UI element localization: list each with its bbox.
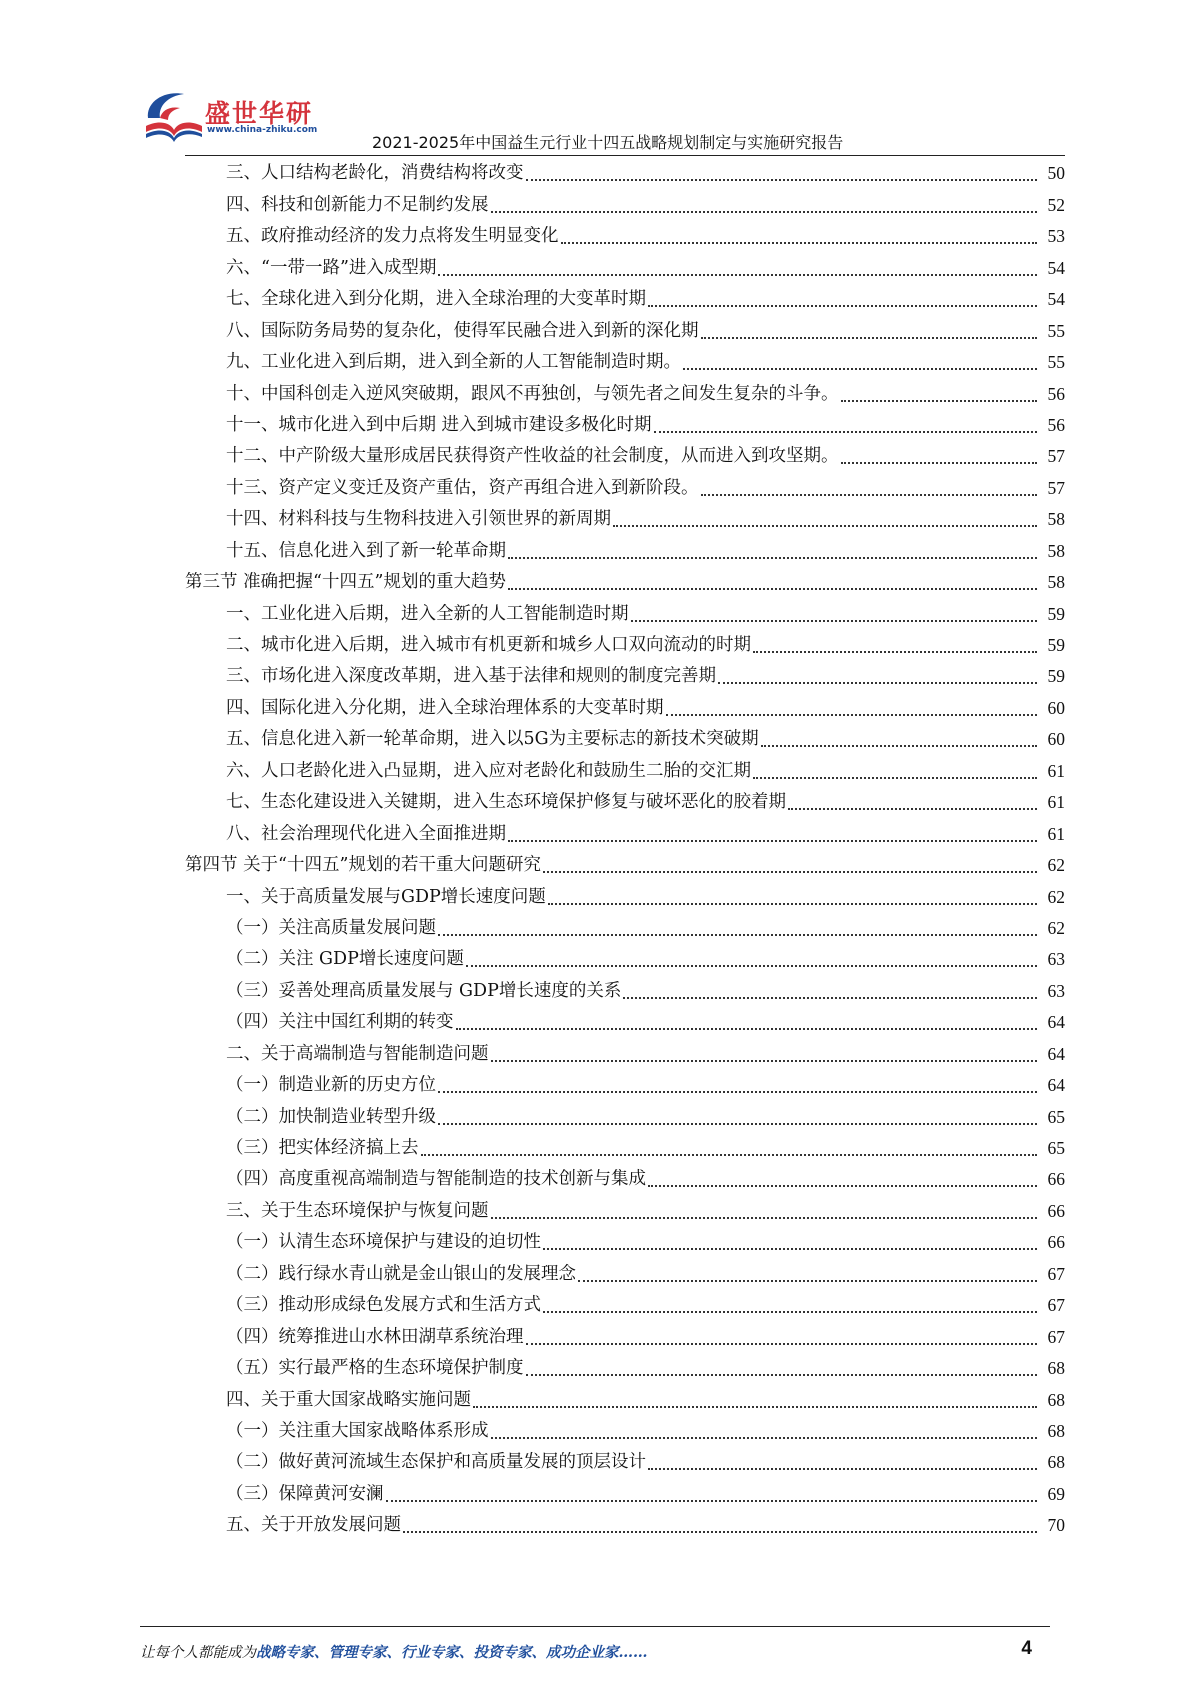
toc-entry-page: 58 [1047, 509, 1065, 530]
toc-dot-leader [421, 1154, 1038, 1156]
toc-entry-page: 59 [1047, 603, 1065, 624]
toc-entry-page: 57 [1047, 446, 1065, 467]
toc-entry-page: 53 [1047, 226, 1065, 247]
toc-entry[interactable] [185, 567, 1065, 598]
toc-dot-leader [753, 651, 1037, 653]
toc-entry[interactable] [185, 1321, 1065, 1352]
header-divider [185, 155, 1065, 156]
toc-entry-label: （三）妥善处理高质量发展与 GDP增长速度的关系 [226, 980, 622, 1001]
toc-dot-leader [508, 557, 1037, 559]
toc-dot-leader [613, 525, 1037, 527]
toc-entry-page: 67 [1047, 1263, 1065, 1284]
toc-dot-leader [526, 1343, 1038, 1345]
toc-entry[interactable] [185, 535, 1065, 566]
toc-entry[interactable] [185, 252, 1065, 283]
toc-dot-leader [491, 1217, 1038, 1219]
toc-dot-leader [666, 714, 1038, 716]
toc-entry[interactable] [185, 1447, 1065, 1478]
toc-dot-leader [578, 1280, 1037, 1282]
toc-dot-leader [753, 777, 1037, 779]
footer-slogan [140, 1641, 648, 1662]
toc-entry-label: 五、政府推动经济的发力点将发生明显变化 [226, 226, 559, 247]
toc-dot-leader [701, 494, 1038, 496]
toc-entry-label: 第三节 准确把握“十四五”规划的重大趋势 [185, 572, 506, 593]
toc-dot-leader [466, 965, 1037, 967]
toc-entry[interactable] [185, 1101, 1065, 1132]
toc-entry-page: 62 [1047, 917, 1065, 938]
toc-entry[interactable] [185, 975, 1065, 1006]
toc-entry-label: 二、关于高端制造与智能制造问题 [226, 1043, 489, 1064]
toc-entry-label: 八、国际防务局势的复杂化，使得军民融合进入到新的深化期 [226, 320, 699, 341]
toc-dot-leader [526, 1374, 1038, 1376]
toc-entry-page: 57 [1047, 477, 1065, 498]
toc-entry-label: 七、全球化进入到分化期，进入全球治理的大变革时期 [226, 289, 646, 310]
toc-entry-page: 61 [1047, 823, 1065, 844]
toc-entry[interactable] [185, 818, 1065, 849]
toc-entry-page: 67 [1047, 1326, 1065, 1347]
toc-entry-label: （三）推动形成绿色发展方式和生活方式 [226, 1295, 541, 1316]
toc-entry-label: 九、工业化进入到后期，进入到全新的人工智能制造时期。 [226, 352, 681, 373]
toc-dot-leader [841, 400, 1038, 402]
toc-entry-page: 68 [1047, 1389, 1065, 1410]
toc-entry-label: （一）制造业新的历史方位 [226, 1075, 436, 1096]
toc-entry-page: 62 [1047, 886, 1065, 907]
toc-dot-leader [438, 934, 1037, 936]
toc-dot-leader [648, 1468, 1037, 1470]
toc-entry-label: 一、关于高质量发展与GDP增长速度问题 [226, 886, 546, 907]
toc-dot-leader [526, 179, 1038, 181]
toc-dot-leader [491, 211, 1038, 213]
toc-entry-page: 55 [1047, 352, 1065, 373]
toc-entry-page: 66 [1047, 1200, 1065, 1221]
toc-entry-page: 62 [1047, 855, 1065, 876]
toc-dot-leader [508, 840, 1037, 842]
toc-entry-page: 58 [1047, 572, 1065, 593]
toc-entry-label: 十、中国科创走入逆风突破期，跟风不再独创，与领先者之间发生复杂的斗争。 [226, 383, 839, 404]
toc-entry-label: （四）统筹推进山水林田湖草系统治理 [226, 1326, 524, 1347]
toc-entry-label: 五、关于开放发展问题 [226, 1515, 401, 1536]
book-logo-icon [140, 88, 210, 148]
toc-entry[interactable] [185, 913, 1065, 944]
toc-entry-page: 68 [1047, 1452, 1065, 1473]
toc-entry-label: 六、“一带一路”进入成型期 [226, 257, 437, 278]
toc-entry-page: 66 [1047, 1169, 1065, 1190]
toc-entry-label: 五、信息化进入新一轮革命期，进入以5G为主要标志的新技术突破期 [226, 729, 759, 750]
toc-entry[interactable] [185, 410, 1065, 441]
toc-dot-leader [491, 1437, 1038, 1439]
toc-dot-leader [491, 1060, 1038, 1062]
toc-entry-page: 69 [1047, 1483, 1065, 1504]
toc-dot-leader [623, 997, 1037, 999]
toc-entry-label: 四、国际化进入分化期，进入全球治理体系的大变革时期 [226, 697, 664, 718]
toc-dot-leader [761, 745, 1037, 747]
toc-entry-label: （四）高度重视高端制造与智能制造的技术创新与集成 [226, 1169, 646, 1190]
toc-entry[interactable] [185, 1007, 1065, 1038]
toc-entry-label: （二）关注 GDP增长速度问题 [226, 949, 464, 970]
toc-entry-page: 58 [1047, 540, 1065, 561]
toc-entry[interactable] [185, 692, 1065, 723]
toc-entry[interactable] [185, 881, 1065, 912]
toc-entry-page: 52 [1047, 194, 1065, 215]
toc-dot-leader [654, 431, 1037, 433]
toc-entry-label: （二）做好黄河流域生态保护和高质量发展的顶层设计 [226, 1452, 646, 1473]
toc-entry-label: 七、生态化建设进入关键期，进入生态环境保护修复与破坏恶化的胶着期 [226, 792, 786, 813]
toc-entry-page: 61 [1047, 792, 1065, 813]
toc-entry-page: 54 [1047, 289, 1065, 310]
toc-entry-label: 十三、资产定义变迁及资产重估，资产再组合进入到新阶段。 [226, 477, 699, 498]
toc-dot-leader [473, 1406, 1037, 1408]
toc-entry[interactable] [185, 944, 1065, 975]
toc-entry-label: （三）把实体经济搞上去 [226, 1138, 419, 1158]
toc-entry-label: 四、科技和创新能力不足制约发展 [226, 194, 489, 215]
toc-entry[interactable] [185, 1384, 1065, 1415]
toc-entry[interactable] [185, 1227, 1065, 1258]
toc-entry[interactable] [185, 221, 1065, 252]
toc-entry[interactable] [185, 1038, 1065, 1069]
logo-name: 盛世华研 [205, 99, 314, 128]
toc-entry[interactable] [185, 1353, 1065, 1384]
toc-entry-page: 66 [1047, 1232, 1065, 1253]
footer-slogan-roles: 战略专家、管理专家、行业专家、投资专家、成功企业家…… [256, 1644, 648, 1661]
toc-dot-leader [701, 337, 1038, 339]
toc-entry-label: 十四、材料科技与生物科技进入引领世界的新周期 [226, 509, 611, 530]
toc-entry-page: 59 [1047, 635, 1065, 655]
toc-dot-leader [456, 1028, 1038, 1030]
toc-entry[interactable] [185, 1478, 1065, 1509]
toc-entry-page: 61 [1047, 760, 1065, 781]
toc-entry[interactable] [185, 315, 1065, 346]
toc-entry[interactable] [185, 378, 1065, 409]
toc-dot-leader [718, 682, 1037, 684]
toc-dot-leader [631, 620, 1038, 622]
toc-dot-leader [841, 462, 1038, 464]
toc-entry-page: 63 [1047, 949, 1065, 970]
toc-entry-label: （五）实行最严格的生态环境保护制度 [226, 1358, 524, 1379]
toc-dot-leader [508, 588, 1037, 590]
toc-entry[interactable] [185, 1416, 1065, 1447]
toc-entry[interactable] [185, 598, 1065, 629]
toc-entry-label: 六、人口老龄化进入凸显期，进入应对老龄化和鼓励生二胎的交汇期 [226, 760, 751, 781]
toc-entry[interactable] [185, 1195, 1065, 1226]
toc-entry[interactable] [185, 1133, 1065, 1164]
toc-entry[interactable] [185, 472, 1065, 503]
toc-entry-label: 三、市场化进入深度改革期，进入基于法律和规则的制度完善期 [226, 666, 716, 687]
toc-entry-label: 一、工业化进入后期，进入全新的人工智能制造时期 [226, 603, 629, 624]
footer-slogan-prefix: 让每个人都能成为 [140, 1645, 256, 1661]
toc-entry[interactable] [185, 724, 1065, 755]
toc-entry-page: 60 [1047, 729, 1065, 750]
toc-entry[interactable] [185, 1070, 1065, 1101]
toc-entry-label: （二）加快制造业转型升级 [226, 1106, 436, 1127]
toc-dot-leader [561, 242, 1038, 244]
toc-entry[interactable] [185, 1258, 1065, 1289]
toc-dot-leader [438, 274, 1037, 276]
toc-entry[interactable] [185, 850, 1065, 881]
toc-entry-page: 60 [1047, 697, 1065, 718]
toc-dot-leader [543, 1311, 1037, 1313]
toc-entry[interactable] [185, 284, 1065, 315]
toc-dot-leader [403, 1531, 1037, 1533]
toc-entry[interactable] [185, 755, 1065, 786]
toc-entry-label: 八、社会治理现代化进入全面推进期 [226, 823, 506, 844]
toc-entry[interactable] [185, 504, 1065, 535]
toc-entry-page: 70 [1047, 1515, 1065, 1536]
toc-entry-page: 55 [1047, 320, 1065, 341]
toc-entry-label: 第四节 关于“十四五”规划的若干重大问题研究 [185, 855, 541, 876]
toc-entry-label: 二、城市化进入后期，进入城市有机更新和城乡人口双向流动的时期 [226, 635, 751, 655]
toc-entry-label: （四）关注中国红利期的转变 [226, 1012, 454, 1033]
toc-entry[interactable] [185, 1290, 1065, 1321]
toc-entry-label: 四、关于重大国家战略实施问题 [226, 1389, 471, 1410]
toc-entry-page: 65 [1047, 1138, 1065, 1158]
toc-entry-page: 68 [1047, 1358, 1065, 1379]
toc-entry[interactable] [185, 661, 1065, 692]
toc-entry-page: 54 [1047, 257, 1065, 278]
toc-dot-leader [548, 903, 1037, 905]
toc-entry[interactable] [185, 787, 1065, 818]
page-header [0, 0, 1191, 160]
toc-entry[interactable] [185, 1510, 1065, 1541]
toc-entry-page: 50 [1047, 163, 1065, 184]
toc-dot-leader [386, 1500, 1038, 1502]
toc-entry[interactable] [185, 630, 1065, 661]
toc-entry-label: （一）关注高质量发展问题 [226, 917, 436, 938]
footer-divider [140, 1626, 1050, 1627]
toc-dot-leader [648, 305, 1037, 307]
toc-entry-page: 56 [1047, 414, 1065, 435]
toc-entry-label: 三、关于生态环境保护与恢复问题 [226, 1200, 489, 1221]
toc-entry-page: 64 [1047, 1012, 1065, 1033]
logo-url: www.china-zhiku.com [207, 125, 318, 135]
toc-entry-page: 65 [1047, 1106, 1065, 1127]
toc-dot-leader [788, 808, 1037, 810]
toc-entry-label: 十二、中产阶级大量形成居民获得资产性收益的社会制度，从而进入到攻坚期。 [226, 446, 839, 467]
toc-dot-leader [543, 1248, 1037, 1250]
toc-entry-page: 56 [1047, 383, 1065, 404]
toc-entry-page: 68 [1047, 1420, 1065, 1441]
report-title: 2021-2025年中国益生元行业十四五战略规划制定与实施研究报告 [372, 133, 844, 152]
toc-entry-page: 67 [1047, 1295, 1065, 1316]
toc-entry[interactable] [185, 1164, 1065, 1195]
toc-entry[interactable] [185, 158, 1065, 189]
company-logo [140, 88, 320, 148]
toc-dot-leader [438, 1091, 1037, 1093]
toc-entry-label: （二）践行绿水青山就是金山银山的发展理念 [226, 1263, 576, 1284]
toc-dot-leader [648, 1185, 1037, 1187]
toc-entry-page: 59 [1047, 666, 1065, 687]
toc-entry[interactable] [185, 189, 1065, 220]
toc-entry-label: （一）关注重大国家战略体系形成 [226, 1420, 489, 1441]
toc-entry-page: 63 [1047, 980, 1065, 1001]
toc-entry[interactable] [185, 347, 1065, 378]
table-of-contents [185, 158, 1065, 1541]
toc-entry-label: 十一、城市化进入到中后期 进入到城市建设多极化时期 [226, 414, 652, 435]
toc-dot-leader [438, 1123, 1037, 1125]
toc-dot-leader [543, 871, 1037, 873]
toc-dot-leader [683, 368, 1037, 370]
toc-entry-label: （一）认清生态环境保护与建设的迫切性 [226, 1232, 541, 1253]
toc-entry[interactable] [185, 441, 1065, 472]
toc-entry-label: 三、人口结构老龄化，消费结构将改变 [226, 163, 524, 184]
toc-entry-label: 十五、信息化进入到了新一轮革命期 [226, 540, 506, 561]
toc-entry-label: （三）保障黄河安澜 [226, 1483, 384, 1504]
page-number: 4 [1021, 1638, 1032, 1659]
toc-entry-page: 64 [1047, 1075, 1065, 1096]
toc-entry-page: 64 [1047, 1043, 1065, 1064]
